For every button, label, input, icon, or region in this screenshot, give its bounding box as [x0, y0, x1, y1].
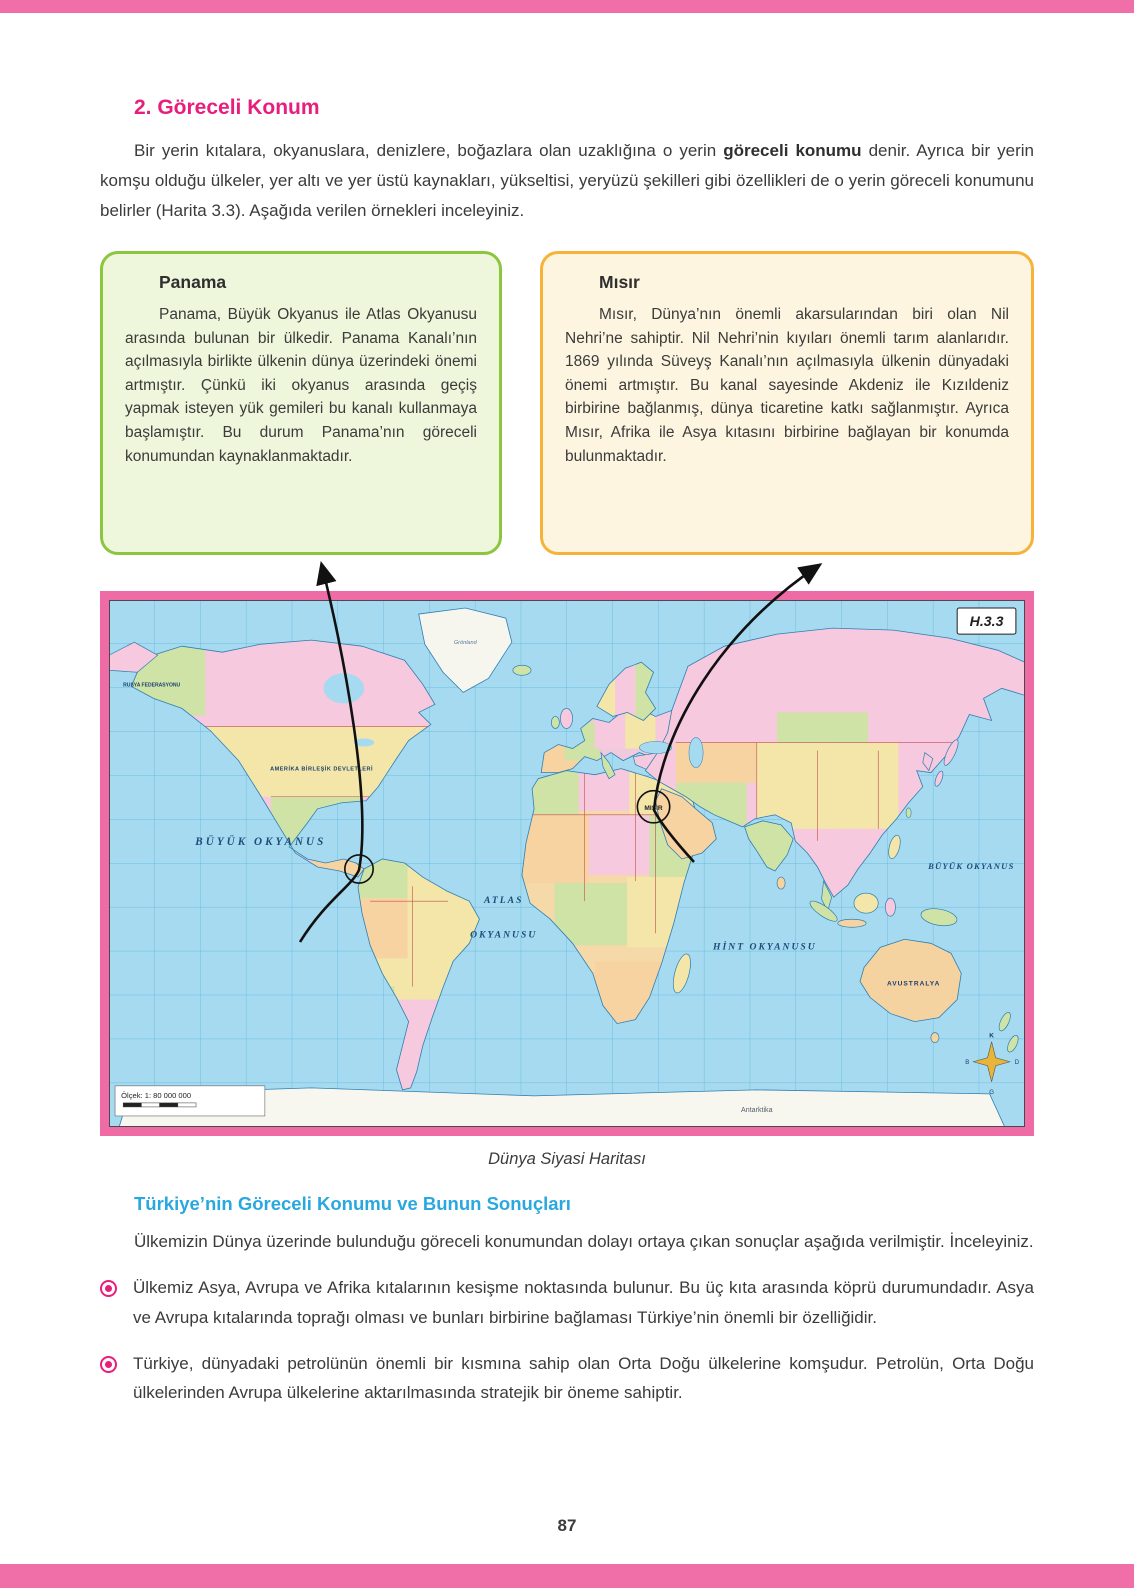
intro-paragraph [100, 136, 1034, 225]
page-title: 2. Göreceli Konum [134, 96, 320, 119]
bullet-text: Türkiye, dünyadaki petrolünün önemli bir kısmına sahip olan Orta Doğu ülkelerine komşudur. Petrolün, Orta Doğu ülkelerinden Avrupa ülkelerine aktarılmasında stratejik bir öneme sahiptir. [133, 1353, 1034, 1403]
intro-bold-term: göreceli konumu [723, 141, 862, 160]
intro-text-2: denir. Ayrıca bir yerin komşu olduğu ülkeler, yer altı ve yer üstü kaynakları, yükseltisi, yeryüzü şekilleri gibi özellikleri de o yerin göreceli konumunu belirler (Harita 3.3). Aşağıda verilen örnekleri inceleyiniz. [100, 141, 1034, 220]
label-usa: AMERİKA BİRLEŞİK DEVLETLERİ [270, 766, 374, 773]
compass-s: G [989, 1090, 994, 1097]
label-antarctica: Antarktika [741, 1107, 773, 1115]
label-atlantic-1: ATLAS [484, 895, 524, 907]
misir-box-body: Mısır, Dünya’nın önemli akarsularından biri olan Nil Nehri’ne sahiptir. Nil Nehri’nin kıyıları önemli tarım alanlarıdır. 1869 yılında Süveyş Kanalı’nın açılmasıyla ülkenin dünyadaki önemi artmıştır. Bu kanal sayesinde Akdeniz ile Kızıldeniz birbirine bağlanmış, dünya ticaretine katkı sağlanmıştır. Ayrıca Mısır, Afrika ile Asya kıtasını birbirine bağlayan bir konumda bulunmaktadır. [565, 306, 1009, 465]
label-indian: HİNT OKYANUSU [712, 941, 817, 953]
map-code-badge [957, 608, 1016, 634]
misir-box-title: Mısır [599, 272, 640, 293]
map-code: H.3.3 [969, 613, 1004, 630]
label-greenland: Grönland [453, 640, 477, 647]
label-australia: AVUSTRALYA [886, 980, 941, 988]
label-russia: RUSYA FEDERASYONU [123, 682, 181, 689]
bullet-circle-icon [100, 1356, 117, 1373]
page-number: 87 [557, 1516, 577, 1535]
bullet-text: Ülkemiz Asya, Avrupa ve Afrika kıtalarının kesişme noktasında bulunur. Bu üç kıta arasında köprü durumundadır. Asya ve Avrupa kıtalarında toprağı olması ve bunları birbirine bağlaması Türkiye’nin önemli bir özelliğidir. [133, 1278, 1034, 1327]
list-item [100, 1273, 1034, 1333]
bullet-circle-icon [100, 1280, 117, 1297]
bottom-decoration-bar [0, 1564, 1134, 1588]
section2-heading: Türkiye’nin Göreceli Konumu ve Bunun Sonuçları [134, 1193, 571, 1215]
label-atlantic-2: OKYANUSU [470, 929, 538, 941]
map-caption: Dünya Siyasi Haritası [488, 1150, 646, 1169]
world-map-figure [100, 591, 1034, 1136]
misir-box [540, 251, 1034, 555]
top-decoration-bar [0, 0, 1134, 13]
label-pacific-east: BÜYÜK OKYANUS [928, 861, 1015, 872]
scale-box [115, 1086, 265, 1116]
section2-intro: Ülkemizin Dünya üzerinde bulunduğu göreceli konumundan dolayı ortaya çıkan sonuçlar aşağıda verilmiştir. İnceleyiniz. [134, 1232, 1034, 1252]
intro-text-1: Bir yerin kıtalara, okyanuslara, denizlere, boğazlara olan uzaklığına o yerin [134, 141, 724, 160]
label-egypt: MISIR [644, 805, 663, 813]
scale-text: Ölçek: 1: 80 000 000 [121, 1091, 192, 1101]
example-boxes [100, 251, 1034, 555]
label-pacific-west: BÜYÜK OKYANUS [195, 836, 327, 849]
compass-w: B [965, 1060, 970, 1067]
page-content [100, 96, 1034, 1408]
compass-e: D [1014, 1060, 1020, 1067]
list-item [100, 1349, 1034, 1409]
panama-box-title: Panama [159, 272, 227, 293]
world-political-map [109, 600, 1025, 1127]
bullet-list [100, 1273, 1034, 1408]
panama-box [100, 251, 502, 555]
compass-n: K [989, 1032, 994, 1040]
panama-box-body: Panama, Büyük Okyanus ile Atlas Okyanusu arasında bulunan bir ülkedir. Panama Kanalı’nın açılmasıyla birlikte ülkenin dünya üzerindeki önemi artmıştır. Çünkü iki okyanus arasında geçiş yapmak isteyen yük gemileri bu kanalı kullanmaya başlamıştır. Bu durum Panama’nın göreceli konumundan kaynaklanmaktadır. [125, 306, 477, 465]
